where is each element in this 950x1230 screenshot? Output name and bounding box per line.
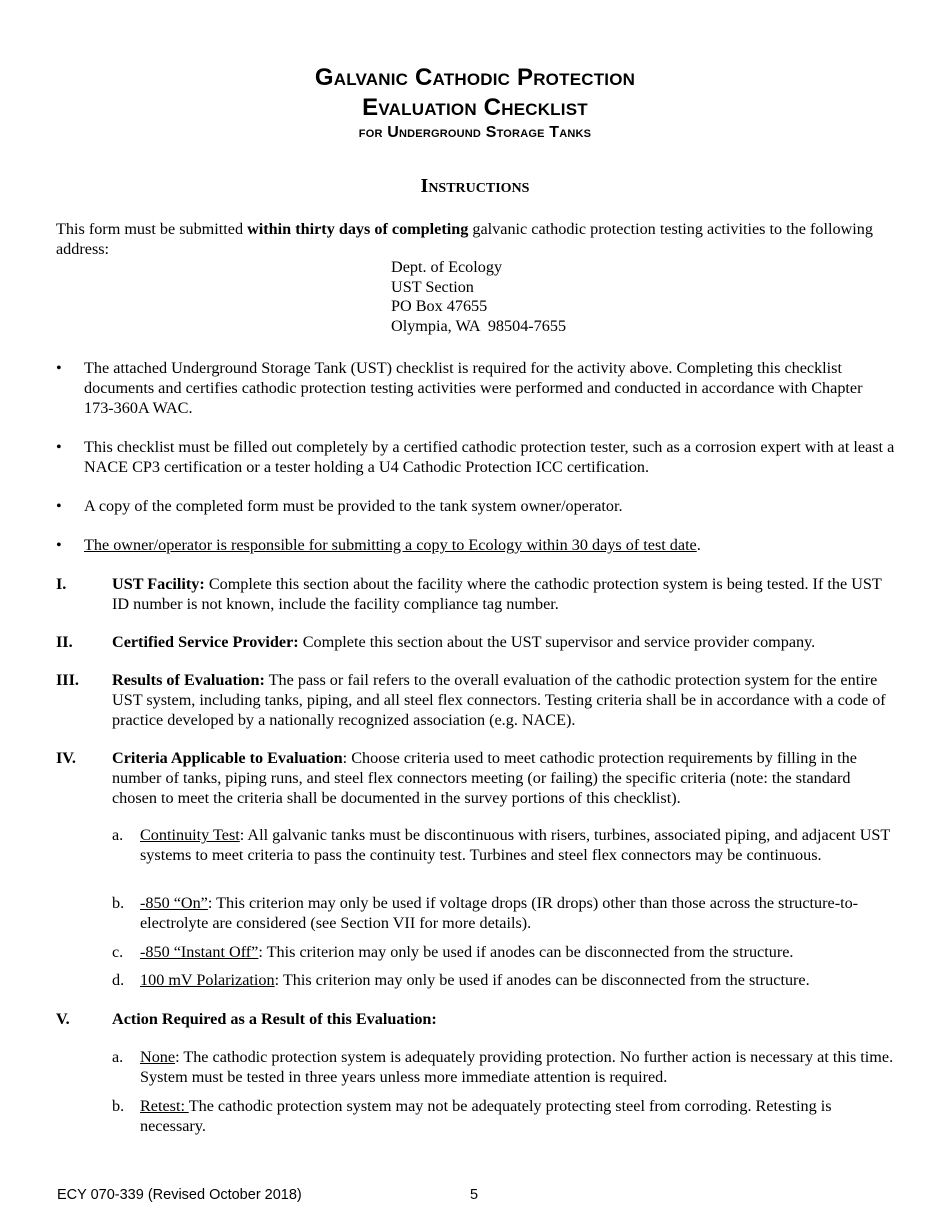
item-text: : This criterion may only be used if voltage drops (IR drops) other than those across the structure-to-electrolyte are considered (see Section VII for more details). xyxy=(140,894,859,932)
item-text: : This criterion may only be used if anodes can be disconnected from the structure. xyxy=(258,943,794,961)
item-label: 100 mV Polarization xyxy=(140,971,275,989)
bullet-text: A copy of the completed form must be provided to the tank system owner/operator. xyxy=(84,497,623,515)
criteria-item-100mv xyxy=(112,970,896,990)
bullet-item xyxy=(56,437,896,477)
document-title-line-2: Evaluation Checklist xyxy=(362,94,588,121)
bullet-dot-icon: • xyxy=(56,359,62,377)
address-line-3: PO Box 47655 xyxy=(391,297,488,316)
section-label: UST Facility: xyxy=(112,575,205,593)
section-number: I. xyxy=(56,575,67,593)
section-text: Complete this section about the facility where the cathodic protection system is being tested. If the UST ID number is not known, include the facility compliance tag number. xyxy=(112,575,882,613)
section-text: Complete this section about the UST supervisor and service provider company. xyxy=(298,633,816,651)
item-letter: a. xyxy=(112,826,124,844)
instructions-heading: Instructions xyxy=(420,175,530,197)
item-letter: b. xyxy=(112,894,125,912)
address-line-1: Dept. of Ecology xyxy=(391,258,503,276)
bullet-text: The attached Underground Storage Tank (UST) checklist is required for the activity above. Completing this checklist documents and certifies cathodic protection testing activities were performed and conducted in accordance with Chapter 173-360A WAC. xyxy=(84,359,863,417)
bullet-text-underlined: The owner/operator is responsible for submitting a copy to Ecology within 30 days of test date xyxy=(84,536,697,554)
criteria-item-continuity xyxy=(112,825,896,865)
section-results xyxy=(56,670,896,730)
page-number: 5 xyxy=(470,1187,479,1203)
item-text: : All galvanic tanks must be discontinuous with risers, turbines, associated piping, and adjacent UST systems to meet criteria to pass the continuity test. Turbines and steel flex connectors may be continuous. xyxy=(140,826,890,864)
item-letter: d. xyxy=(112,971,125,989)
document-title-line-1: Galvanic Cathodic Protection xyxy=(314,64,636,91)
bullet-text xyxy=(84,535,896,555)
section-label: Criteria Applicable to Evaluation xyxy=(112,749,343,767)
item-letter: c. xyxy=(112,943,124,961)
document-subtitle: for Underground Storage Tanks xyxy=(358,124,592,141)
bullet-text: This checklist must be filled out completely by a certified cathodic protection tester, such as a corrosion expert with at least a NACE CP3 certification or a tester holding a U4 Cathodic Protection ICC certification. xyxy=(84,438,895,476)
bullet-dot-icon: • xyxy=(56,497,62,515)
section-label: Action Required as a Result of this Evaluation: xyxy=(112,1010,437,1028)
section-ust-facility xyxy=(56,574,896,614)
section-service-provider xyxy=(56,632,896,652)
section-number: III. xyxy=(56,671,79,689)
item-letter: b. xyxy=(112,1097,125,1115)
item-label: Retest: xyxy=(140,1097,189,1115)
criteria-item-850-instant-off xyxy=(112,942,896,962)
bullet-dot-icon: • xyxy=(56,536,62,554)
bullet-item xyxy=(56,535,896,555)
action-item-none xyxy=(112,1047,896,1087)
item-label: -850 “Instant Off” xyxy=(140,943,259,961)
section-text: The pass or fail refers to the overall evaluation of the cathodic protection system for the entire UST system, including tanks, piping, and all steel flex connectors. Testing criteria shall be in accordance with a code of practice developed by a nationally recognized association (e.g. NACE). xyxy=(112,671,886,729)
bullet-item xyxy=(56,496,896,516)
intro-paragraph xyxy=(56,219,896,259)
action-item-retest xyxy=(112,1096,896,1136)
mailing-address xyxy=(391,258,566,336)
item-text: : This criterion may only be used if anodes can be disconnected from the structure. xyxy=(274,971,810,989)
item-label: Continuity Test xyxy=(140,826,240,844)
section-number: IV. xyxy=(56,749,76,767)
intro-text-start: This form must be submitted xyxy=(56,220,248,238)
item-letter: a. xyxy=(112,1048,124,1066)
intro-text-bold: within thirty days of completing xyxy=(247,220,469,238)
bullet-text-end: . xyxy=(696,536,701,554)
section-criteria xyxy=(56,748,896,808)
section-text: : Choose criteria used to meet cathodic protection requirements by filling in the number of tanks, piping runs, and steel flex connectors meeting (or failing) the specific criteria (note: the standard chosen to meet the criteria shall be documented in the survey portions of this checklist). xyxy=(112,749,857,807)
section-action-required xyxy=(56,1009,896,1029)
form-id: ECY 070-339 (Revised October 2018) xyxy=(57,1187,302,1203)
section-label: Certified Service Provider: xyxy=(112,633,299,651)
bullet-dot-icon: • xyxy=(56,438,62,456)
address-line-4: Olympia, WA 98504-7655 xyxy=(391,316,567,335)
item-text: : The cathodic protection system is adequately providing protection. No further action is necessary at this time. System must be tested in three years unless more immediate attention is required. xyxy=(140,1048,894,1086)
section-label: Results of Evaluation: xyxy=(112,671,265,689)
item-label: -850 “On” xyxy=(140,894,208,912)
criteria-item-850-on xyxy=(112,893,896,933)
item-label: None xyxy=(140,1048,176,1066)
address-line-2: UST Section xyxy=(391,277,474,296)
item-text: The cathodic protection system may not be adequately protecting steel from corroding. Retesting is necessary. xyxy=(140,1097,832,1135)
section-number: V. xyxy=(56,1010,70,1028)
section-number: II. xyxy=(56,633,73,651)
bullet-item xyxy=(56,358,896,418)
intro-text-end: galvanic cathodic protection testing activities to the following address: xyxy=(56,220,873,258)
